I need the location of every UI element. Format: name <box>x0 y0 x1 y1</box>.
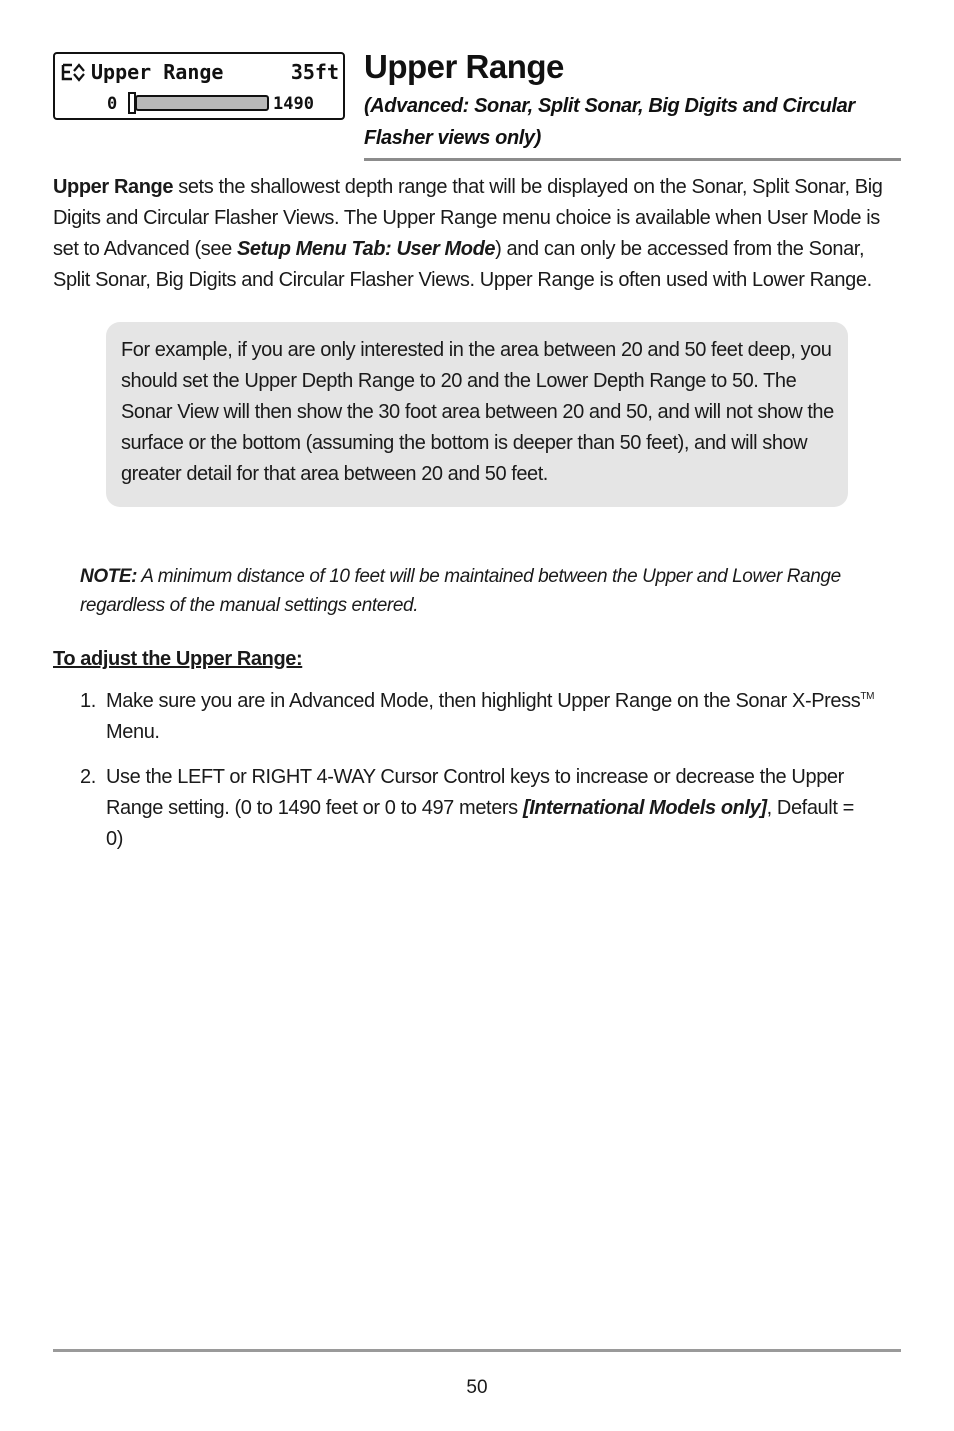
range-slider-track[interactable] <box>135 95 269 111</box>
menu-value: 35ft <box>290 60 339 84</box>
intro-text-2: ) and can only be accessed from the Sonar, Split Sonar, Big Digits and Circular Flasher Views. Upper Range is often used with Lower Range. <box>53 238 872 291</box>
upper-range-menu-widget <box>53 52 345 120</box>
menu-label: Upper Range <box>91 60 224 84</box>
page-number: 50 <box>466 1377 488 1398</box>
page-subtitle: (Advanced: Sonar, Split Sonar, Big Digits and Circular Flasher views only) <box>364 95 855 149</box>
example-callout <box>106 322 848 507</box>
step-item <box>80 762 874 855</box>
page-title: Upper Range <box>364 48 564 85</box>
intro-lead: Upper Range <box>53 176 174 198</box>
note-paragraph <box>80 562 880 620</box>
intro-reference: Setup Menu Tab: User Mode <box>236 238 496 260</box>
intro-paragraph <box>53 172 901 296</box>
step-bold-note: [International Models only] <box>522 797 767 819</box>
note-label: NOTE: <box>80 566 138 587</box>
step-number: 1. <box>80 690 96 712</box>
step-text-tail: , Default = 0) <box>106 797 854 850</box>
adjust-heading: To adjust the Upper Range: <box>53 648 303 670</box>
step-text: Make sure you are in Advanced Mode, then highlight Upper Range on the Sonar X-Press <box>106 690 861 712</box>
footer-divider <box>53 1349 901 1352</box>
intro-text-1: sets the shallowest depth range that will be displayed on the Sonar, Split Sonar, Big Digits and Circular Flasher Views. The Upper Range menu choice is available when User Mode is set to Advanced (see <box>53 176 883 260</box>
trademark-mark: TM <box>860 691 874 702</box>
note-text: A minimum distance of 10 feet will be maintained between the Upper and Lower Range regardless of the manual settings entered. <box>80 566 841 616</box>
step-item <box>80 686 874 748</box>
step-text-tail: Menu. <box>106 721 160 743</box>
slider-max-label: 1490 <box>273 94 314 114</box>
steps-list <box>80 686 874 855</box>
range-slider-handle[interactable] <box>128 92 136 114</box>
title-divider <box>364 158 901 161</box>
slider-min-label: 0 <box>107 94 118 114</box>
example-text: For example, if you are only interested in the area between 20 and 50 feet deep, you should set the Upper Depth Range to 20 and the Lower Depth Range to 50. The Sonar View will then show the 30 foot area between 20 and 50, and will not show the surface or the bottom (assuming the bottom is deeper than 50 feet), and will show greater detail for that area between 20 and 50 feet. <box>121 339 834 485</box>
step-number: 2. <box>80 766 96 788</box>
step-text: Use the LEFT or RIGHT 4-WAY Cursor Control keys to increase or decrease the Upper Range setting. (0 to 1490 feet or 0 to 497 meters <box>106 766 844 819</box>
